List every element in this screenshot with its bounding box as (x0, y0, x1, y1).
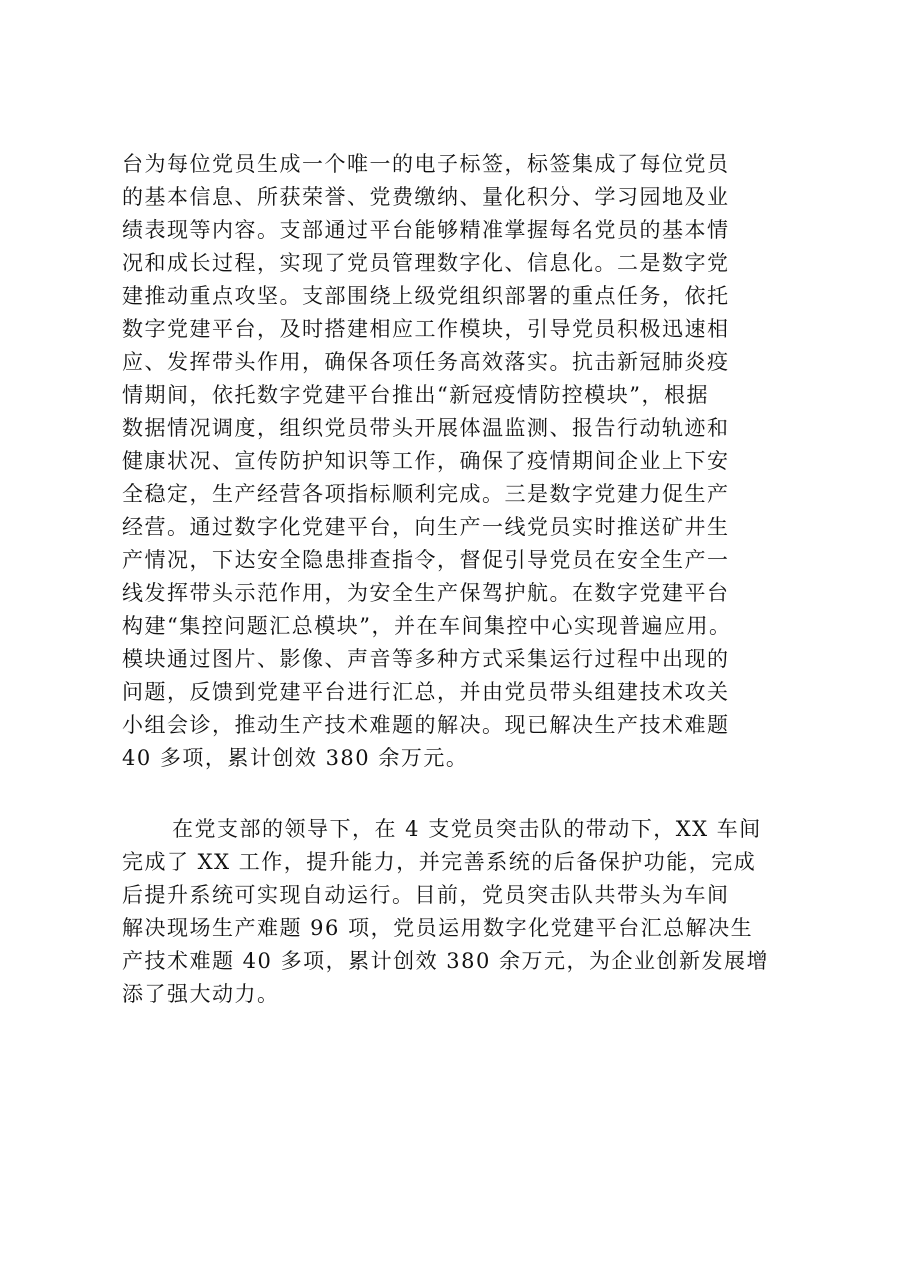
text-line: 解决现场生产难题 96 项，党员运用数字化党建平台汇总解决生 (122, 916, 754, 940)
text-line: 模块通过图片、影像、声音等多种方式采集运行过程中出现的 (122, 647, 730, 671)
text-line: 应、发挥带头作用，确保各项任务高效落实。抗击新冠肺炎疫 (122, 350, 730, 374)
text-line: 完成了 XX 工作，提升能力，并完善系统的后备保护功能，完成 (122, 850, 757, 874)
text-line: 台为每位党员生成一个唯一的电子标签，标签集成了每位党员 (122, 152, 730, 176)
text-line: 产情况，下达安全隐患排查指令，督促引导党员在安全生产一 (122, 548, 730, 572)
paragraph-2 (122, 813, 802, 1011)
text-line: 40 多项，累计创效 380 余万元。 (122, 746, 469, 770)
text-line: 况和成长过程，实现了党员管理数字化、信息化。二是数字党 (122, 251, 730, 275)
text-line: 全稳定，生产经营各项指标顺利完成。三是数字党建力促生产 (122, 482, 730, 506)
text-line: 健康状况、宣传防护知识等工作，确保了疫情期间企业上下安 (122, 449, 730, 473)
text-line: 数据情况调度，组织党员带头开展体温监测、报告行动轨迹和 (122, 416, 730, 440)
text-line: 添了强大动力。 (122, 982, 280, 1006)
paragraph-1 (122, 148, 802, 775)
text-line: 经营。通过数字化党建平台，向生产一线党员实时推送矿井生 (122, 515, 730, 539)
text-line: 产技术难题 40 多项，累计创效 380 余万元，为企业创新发展增 (122, 949, 770, 973)
text-line: 小组会诊，推动生产技术难题的解决。现已解决生产技术难题 (122, 713, 730, 737)
text-line: 问题，反馈到党建平台进行汇总，并由党员带头组建技术攻关 (122, 680, 730, 704)
text-line: 后提升系统可实现自动运行。目前，党员突击队共带头为车间 (122, 883, 730, 907)
text-line: 线发挥带头示范作用，为安全生产保驾护航。在数字党建平台 (122, 581, 730, 605)
text-line: 建推动重点攻坚。支部围绕上级党组织部署的重点任务，依托 (122, 284, 730, 308)
text-line: 的基本信息、所获荣誉、党费缴纳、量化积分、学习园地及业 (122, 185, 730, 209)
text-line: 情期间，依托数字党建平台推出“新冠疫情防控模块”，根据 (122, 383, 709, 407)
text-line: 在党支部的领导下，在 4 支党员突击队的带动下，XX 车间 (172, 817, 762, 841)
text-line: 构建“集控问题汇总模块”，并在车间集控中心实现普遍应用。 (122, 614, 732, 638)
text-line: 数字党建平台，及时搭建相应工作模块，引导党员积极迅速相 (122, 317, 730, 341)
text-line: 绩表现等内容。支部通过平台能够精准掌握每名党员的基本情 (122, 218, 730, 242)
